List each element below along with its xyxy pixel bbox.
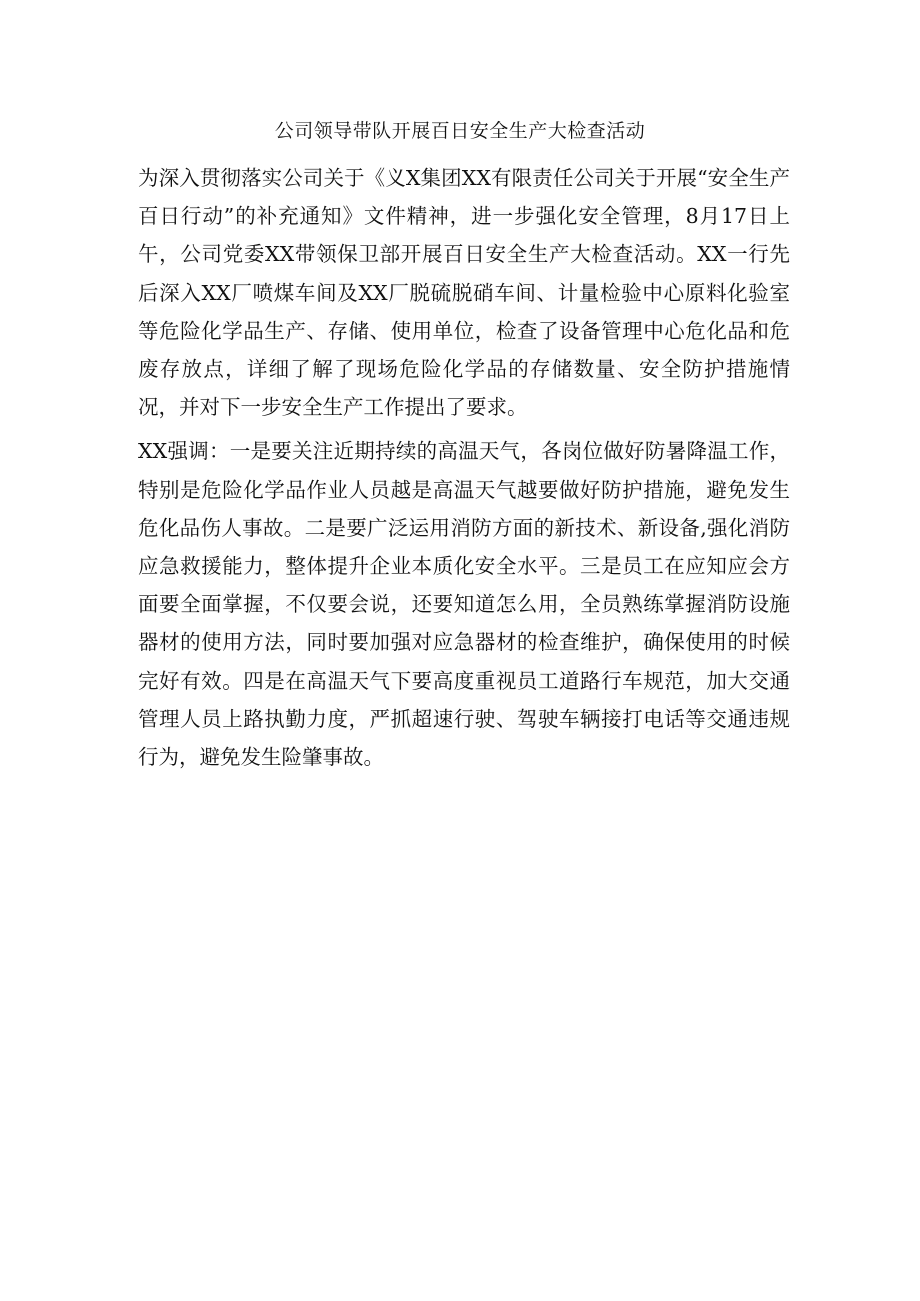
paragraph-2: XX强调：一是要关注近期持续的高温天气，各岗位做好防暑降温工作，特别是危险化学品作业人员越是高温天气越要做好防护措施，避免发生危化品伤人事故。二是要广泛运用消防方面的新技术、新设备,强化消防应急救援能力，整体提升企业本质化安全水平。三是员工在应知应会方面要全面掌握，不仅要会说，还要知道怎么用，全员熟练掌握消防设施器材的使用方法，同时要加强对应急器材的检查维护，确保使用的时候完好有效。四是在高温天气下要高度重视员工道路行车规范，加大交通管理人员上路执勤力度，严抓超速行驶、驾驶车辆接打电话等交通违规行为，避免发生险肇事故。: [138, 439, 790, 770]
document-title: 公司领导带队开展百日安全生产大检查活动: [274, 120, 646, 142]
paragraph-1: 为深入贯彻落实公司关于《义X集团XX有限责任公司关于开展“安全生产百日行动”的补充通知》文件精神，进一步强化安全管理，8月17日上午，公司党委XX带领保卫部开展百日安全生产大检查活动。XX一行先后深入XX厂喷煤车间及XX厂脱硫脱硝车间、计量检验中心原料化验室等危险化学品生产、存储、使用单位，检查了设备管理中心危化品和危废存放点，详细了解了现场危险化学品的存储数量、安全防护措施情况，并对下一步安全生产工作提出了要求。: [138, 166, 790, 420]
document-body: [138, 159, 790, 782]
